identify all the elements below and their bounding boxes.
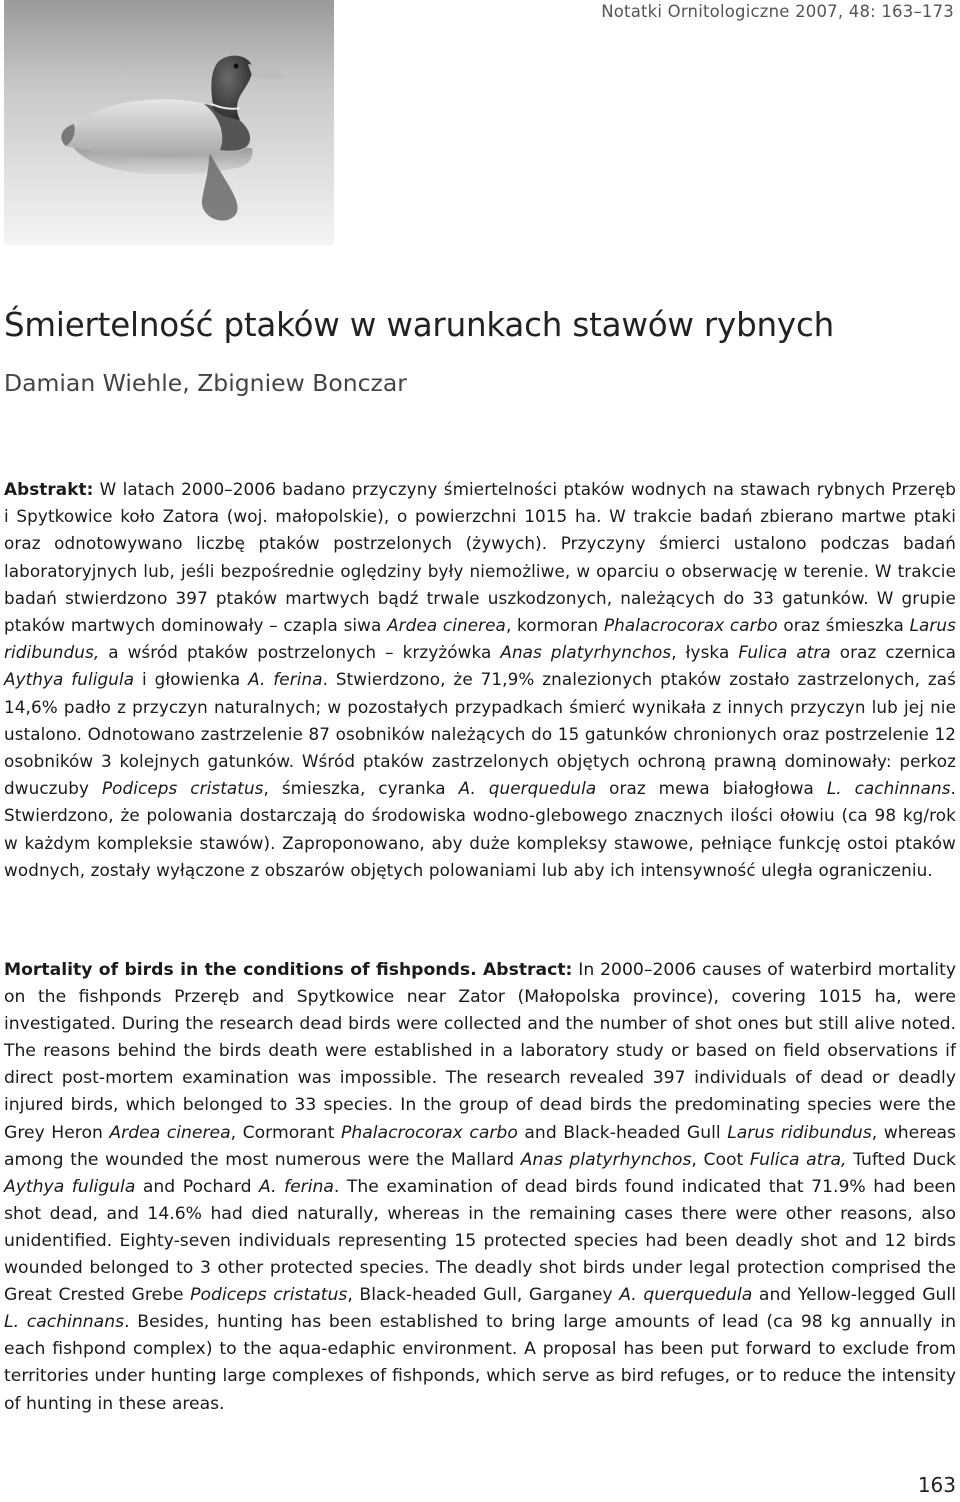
article-title: Śmiertelność ptaków w warunkach stawów rybnych bbox=[4, 306, 835, 344]
abstract-text: Tufted Duck bbox=[846, 1149, 956, 1170]
abstract-text: i głowienka bbox=[134, 669, 249, 690]
abstract-english bbox=[4, 957, 956, 1418]
species-name: Ardea cinerea bbox=[109, 1122, 231, 1143]
abstract-text: , kormoran bbox=[505, 615, 604, 636]
abstract-text: , śmieszka, cyranka bbox=[263, 778, 459, 799]
abstract-text: W latach 2000–2006 badano przyczyny śmiertelności ptaków wodnych na stawach rybnych Przeręb i Spytkowice koło Zatora (woj. małopolskie), o powierzchni 1015 ha. W trakcie badań zbierano martwe ptaki oraz odnotowywano liczbę ptaków postrzelonych (żywych). Przyczyny śmierci ustalono podczas badań laboratoryjnych lub, jeśli bezpośrednie oględziny były niemożliwe, w oparciu o obserwację w terenie. W trakcie badań stwierdzono 397 ptaków martwych bądź trwale uszkodzonych, należących do 33 gatunków. W grupie ptaków martwych dominowały – czapla siwa bbox=[4, 479, 956, 636]
species-name: Phalacrocorax carbo bbox=[603, 615, 778, 636]
species-name: Aythya fuligula bbox=[4, 1176, 136, 1197]
abstract-label: Abstract: bbox=[476, 960, 573, 980]
article-authors: Damian Wiehle, Zbigniew Bonczar bbox=[4, 369, 407, 397]
species-name: Podiceps cristatus bbox=[190, 1285, 348, 1306]
abstract-text: a wśród ptaków postrzelonych – krzyżówka bbox=[99, 642, 501, 663]
abstract-text: and Pochard bbox=[135, 1176, 259, 1197]
abstract-text: , Cormorant bbox=[230, 1122, 341, 1143]
abstract-text: In 2000–2006 causes of waterbird mortality on the fishponds Przeręb and Spytkowice near Zator (Małopolska province), covering 1015 ha, were investigated. During the research dead birds were collected and the number of shot ones but still alive noted. The reasons behind the birds death were established in a laboratory study or based on field observations if direct post-mortem examination was impossible. The research revealed 397 individuals of dead or deadly injured birds, which belonged to 33 species. In the group of dead birds the predominating species were the Grey Heron bbox=[4, 960, 956, 1143]
abstract-label: Abstrakt: bbox=[4, 479, 94, 499]
species-name: A. ferina bbox=[248, 669, 323, 690]
species-name: A. ferina bbox=[259, 1176, 334, 1197]
species-name: Podiceps cristatus bbox=[101, 778, 264, 799]
species-name: Anas platyrhynchos bbox=[520, 1149, 692, 1170]
abstract-text: . Besides, hunting has been established to bring large amounts of lead (ca 98 kg annually in each fishpond complex) to the aqua-edaphic environment. A proposal has been put forward to exclude from territories under hunting large complexes of fishponds, which serve as bird refuges, or to reduce the intensity of hunting in these areas. bbox=[4, 1312, 956, 1414]
species-name: Aythya fuligula bbox=[4, 669, 135, 690]
species-name: A. querquedula bbox=[619, 1285, 753, 1306]
abstract-text: . Stwierdzono, że 71,9% znalezionych ptaków zostało zastrzelonych, zaś 14,6% padło z przyczyn naturalnych; w pozostałych przypadkach śmierć wynikała z innych przyczyn lub jej nie ustalono. Odnotowano zastrzelenie 87 osobników należących do 15 gatunków chronionych oraz postrzelenie 12 osobników 3 kolejnych gatunków. Wśród ptaków zastrzelonych objętych ochroną prawną dominowały: perkoz dwuczuby bbox=[4, 669, 956, 799]
abstract-polish bbox=[4, 476, 956, 884]
species-name: Anas platyrhynchos bbox=[500, 642, 672, 663]
abstract-text: oraz mewa białogłowa bbox=[596, 778, 827, 799]
abstract-text: , Coot bbox=[691, 1149, 750, 1170]
abstract-text: oraz czernica bbox=[830, 642, 956, 663]
abstract-text: oraz śmieszka bbox=[777, 615, 910, 636]
duck-reflection-icon bbox=[4, 0, 334, 245]
abstract-text: and Yellow-legged Gull bbox=[752, 1285, 956, 1306]
page-number: 163 bbox=[917, 1473, 956, 1497]
species-name: Fulica atra bbox=[738, 642, 831, 663]
abstract-text: , whereas among the wounded the most numerous were the Mallard bbox=[4, 1122, 957, 1170]
species-name: L. cachinnans bbox=[826, 778, 951, 799]
species-name: A. querquedula bbox=[458, 778, 597, 799]
species-name: Ardea cinerea bbox=[387, 615, 506, 636]
species-name: Fulica atra, bbox=[749, 1149, 847, 1170]
abstract-text: and Black-headed Gull bbox=[517, 1122, 728, 1143]
species-name: Phalacrocorax carbo bbox=[340, 1122, 518, 1143]
abstract-text: . Stwierdzono, że polowania dostarczają do środowiska wodno-glebowego znacznych ilości ołowiu (ca 98 kg/rok w każdym kompleksie stawów). Zaproponowano, aby duże kompleksy stawowe, pełniące funkcję ostoi ptaków wodnych, zostały wyłączone z obszarów objętych polowaniami lub aby ich intensywność uległa ograniczeniu. bbox=[4, 778, 956, 880]
journal-header: Notatki Ornitologiczne 2007, 48: 163–173 bbox=[601, 2, 954, 21]
abstract-text: , łyska bbox=[671, 642, 739, 663]
abstract-en-title: Mortality of birds in the conditions of fishponds. bbox=[4, 960, 477, 980]
species-name: Larus ridibundus bbox=[727, 1122, 872, 1143]
species-name: L. cachinnans bbox=[4, 1312, 125, 1333]
species-name: Larus ridibundus, bbox=[4, 615, 956, 663]
abstract-text: . The examination of dead birds found indicated that 71.9% had been shot dead, and 14.6% had died naturally, whereas in the remaining cases there were other reasons, also unidentified. Eighty-seven individuals representing 15 protected species had been deadly shot and 12 birds wounded belonged to 3 other protected species. The deadly shot birds under legal protection comprised the Great Crested Grebe bbox=[4, 1176, 956, 1306]
abstract-text: , Black-headed Gull, Garganey bbox=[347, 1285, 620, 1306]
